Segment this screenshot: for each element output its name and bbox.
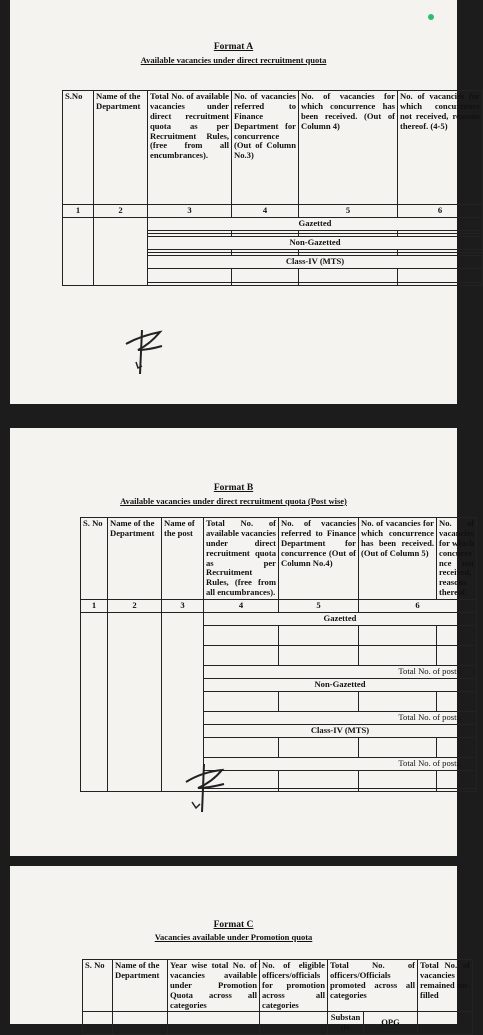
header-sno: S.No <box>63 91 94 205</box>
col-num: 2 <box>94 205 148 218</box>
format-b-page <box>10 428 474 856</box>
header-total-vacancies: Total No. of available vacancies under direct recruitment quota as per Recruitment Rules, (free from all encumbrances). <box>204 518 279 600</box>
col-num: 1 <box>63 205 94 218</box>
header-eligible-officers: No. of eligible officers/officials for promotion across all categories <box>260 960 328 1012</box>
section-gazetted: Gazetted <box>204 612 477 625</box>
header-department: Name of the Department <box>94 91 148 205</box>
header-concurrence-not-received: No. of vacancies for which concurrence not received, reasons thereof. (4-5) <box>398 91 483 205</box>
col-num: 3 <box>162 600 204 613</box>
format-c-subtitle: Vacancies available under Promotion quota <box>154 932 313 942</box>
section-class-iv: Class-IV (MTS) <box>148 255 483 268</box>
total-posts-label: Total No. of posts. <box>204 711 477 724</box>
signature-image <box>120 322 180 382</box>
header-concurrence-received: No. of vacancies for which concurrence has been received. (Out of Column 5) <box>359 518 437 600</box>
format-a-subtitle: Available vacancies under direct recruitment quota <box>140 55 327 65</box>
col-num: 6 <box>359 600 477 613</box>
col-num: 5 <box>279 600 359 613</box>
format-c-title: Format C <box>213 920 254 930</box>
col-num: 2 <box>108 600 162 613</box>
format-b-table <box>80 517 477 792</box>
subheader-substantive: Substantiv <box>328 1012 364 1035</box>
format-a-page <box>10 0 480 404</box>
format-c-subheader-row <box>83 1012 473 1035</box>
header-referred-finance: No. of vacancies referred to Finance Department for concurrence (Out of Column No.3) <box>232 91 299 205</box>
header-unfilled: Total No. of vacancies remained un-filled <box>418 960 473 1012</box>
format-b-subtitle: Available vacancies under direct recruitment quota (Post wise) <box>120 496 347 506</box>
header-referred-finance: No. of vacancies referred to Finance Department for concurrence (Out of Column No.4) <box>279 518 359 600</box>
section-non-gazetted: Non-Gazetted <box>204 678 477 691</box>
header-sno: S. No <box>81 518 108 600</box>
col-num: 5 <box>299 205 398 218</box>
col-num: 3 <box>148 205 232 218</box>
header-total-vacancies: Total No. of available vacancies under direct recruitment quota as per Recruitment Rules, (free from all encumbrances). <box>148 91 232 205</box>
format-a-title: Format A <box>213 42 254 52</box>
section-class-iv: Class-IV (MTS) <box>204 724 477 737</box>
format-a-column-numbers <box>63 205 483 218</box>
format-b-header-row <box>81 518 477 600</box>
header-concurrence-received: No. of vacancies for which concurrence has been received. (Out of Column 4) <box>299 91 398 205</box>
total-posts-label: Total No. of posts. <box>204 665 477 678</box>
col-num: 4 <box>204 600 279 613</box>
format-b-section-row <box>81 612 477 625</box>
format-a-table <box>62 90 483 286</box>
total-posts-label: Total No. of posts. <box>204 757 477 770</box>
format-b-title: Format B <box>213 483 254 493</box>
status-dot <box>428 14 434 20</box>
col-num: 1 <box>81 600 108 613</box>
header-department: Name of the Department <box>108 518 162 600</box>
signature-image <box>180 758 236 818</box>
format-b-column-numbers <box>81 600 477 613</box>
subheader-opg: OPG <box>364 1012 418 1035</box>
format-a-header-row <box>63 91 483 205</box>
section-non-gazetted: Non-Gazetted <box>148 236 483 249</box>
header-department: Name of the Department <box>113 960 168 1012</box>
header-concurrence-not-received: No. of vacancies for which concurrence not received, reasons thereof. <box>437 518 477 600</box>
col-num: 4 <box>232 205 299 218</box>
section-gazetted: Gazetted <box>148 217 483 230</box>
header-promoted-total: Total No. of officers/Officials promoted across all categories <box>328 960 418 1012</box>
col-num: 6 <box>398 205 483 218</box>
header-promotion-vacancies: Year wise total No. of vacancies available under Promotion Quota across all categories <box>168 960 260 1012</box>
format-c-table <box>82 959 473 1035</box>
format-c-page <box>10 866 470 1033</box>
format-a-section-row <box>63 217 483 230</box>
header-sno: S. No <box>83 960 113 1012</box>
header-post: Name of the post <box>162 518 204 600</box>
format-c-header-row <box>83 960 473 1012</box>
